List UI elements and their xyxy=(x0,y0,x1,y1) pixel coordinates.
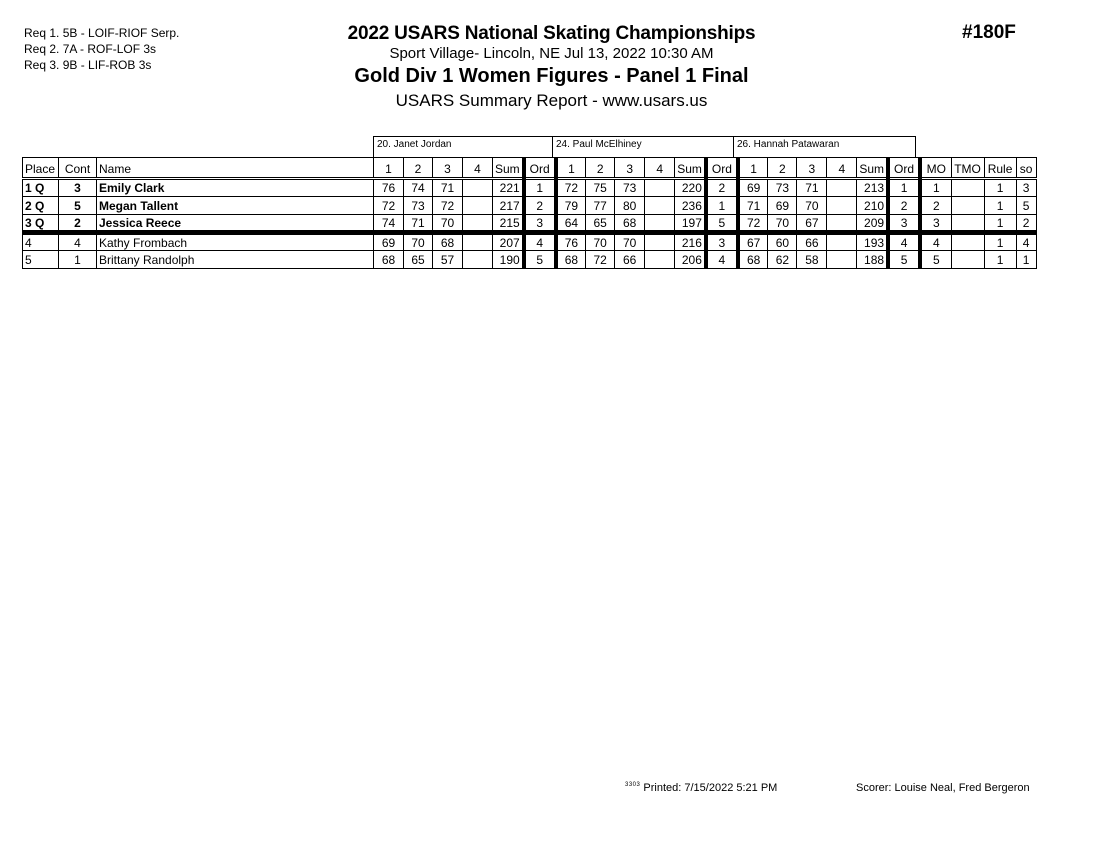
score-cell: 70 xyxy=(615,233,645,251)
rule-cell: 1 xyxy=(984,215,1016,233)
place-cell: 3 Q xyxy=(23,215,59,233)
score-cell: 74 xyxy=(374,215,404,233)
sum-cell: 210 xyxy=(857,197,888,215)
name-cell: Megan Tallent xyxy=(97,197,374,215)
score-cell xyxy=(463,233,493,251)
col-rule: Rule xyxy=(984,158,1016,179)
tmo-cell xyxy=(951,215,984,233)
score-cell xyxy=(827,197,857,215)
name-cell: Jessica Reece xyxy=(97,215,374,233)
score-cell: 60 xyxy=(768,233,797,251)
score-cell: 71 xyxy=(433,179,463,197)
col-place: Place xyxy=(23,158,59,179)
printed-info xyxy=(625,782,777,794)
ord-cell: 1 xyxy=(706,197,738,215)
cont-cell: 3 xyxy=(59,179,97,197)
score-cell xyxy=(463,215,493,233)
table-row xyxy=(23,197,1037,215)
score-cell: 72 xyxy=(556,179,586,197)
col-j2-s3: 3 xyxy=(615,158,645,179)
requirements-list xyxy=(24,25,179,73)
col-j1-s1: 1 xyxy=(374,158,404,179)
score-cell xyxy=(827,233,857,251)
ord-cell: 3 xyxy=(706,233,738,251)
name-cell: Brittany Randolph xyxy=(97,251,374,269)
score-cell: 71 xyxy=(797,179,827,197)
col-j3-s4: 4 xyxy=(827,158,857,179)
results-table xyxy=(22,157,1037,269)
score-cell: 70 xyxy=(404,233,433,251)
rule-cell: 1 xyxy=(984,233,1016,251)
score-cell xyxy=(827,215,857,233)
score-cell: 69 xyxy=(738,179,768,197)
place-cell: 2 Q xyxy=(23,197,59,215)
score-cell: 69 xyxy=(374,233,404,251)
score-cell: 73 xyxy=(404,197,433,215)
event-number: #180F xyxy=(962,22,1016,43)
sum-cell: 221 xyxy=(493,179,524,197)
place-cell: 5 xyxy=(23,251,59,269)
table-row xyxy=(23,179,1037,197)
col-cont: Cont xyxy=(59,158,97,179)
sum-cell: 215 xyxy=(493,215,524,233)
competition-title: 2022 USARS National Skating Championships xyxy=(347,23,756,44)
score-cell: 79 xyxy=(556,197,586,215)
name-cell: Emily Clark xyxy=(97,179,374,197)
score-cell: 70 xyxy=(768,215,797,233)
col-j1-ord: Ord xyxy=(524,158,556,179)
col-j1-s2: 2 xyxy=(404,158,433,179)
sum-cell: 188 xyxy=(857,251,888,269)
score-cell: 76 xyxy=(556,233,586,251)
rule-cell: 1 xyxy=(984,251,1016,269)
score-cell: 74 xyxy=(404,179,433,197)
score-cell: 57 xyxy=(433,251,463,269)
ord-cell: 4 xyxy=(888,233,920,251)
ord-cell: 3 xyxy=(888,215,920,233)
sum-cell: 217 xyxy=(493,197,524,215)
judge-2-header: 24. Paul McElhiney xyxy=(553,136,734,157)
score-cell: 68 xyxy=(433,233,463,251)
score-cell: 68 xyxy=(738,251,768,269)
cont-cell: 1 xyxy=(59,251,97,269)
score-cell xyxy=(827,251,857,269)
score-cell: 72 xyxy=(738,215,768,233)
col-j2-s4: 4 xyxy=(645,158,675,179)
score-cell: 68 xyxy=(556,251,586,269)
mo-cell: 4 xyxy=(920,233,951,251)
score-cell: 80 xyxy=(615,197,645,215)
sum-cell: 197 xyxy=(675,215,706,233)
so-cell: 4 xyxy=(1016,233,1036,251)
sum-cell: 216 xyxy=(675,233,706,251)
score-cell: 65 xyxy=(404,251,433,269)
ord-cell: 2 xyxy=(524,197,556,215)
score-cell: 72 xyxy=(374,197,404,215)
rule-cell: 1 xyxy=(984,197,1016,215)
tmo-cell xyxy=(951,233,984,251)
tmo-cell xyxy=(951,251,984,269)
col-j2-s1: 1 xyxy=(556,158,586,179)
score-cell xyxy=(463,197,493,215)
score-cell xyxy=(463,251,493,269)
score-cell: 64 xyxy=(556,215,586,233)
judge-1-header: 20. Janet Jordan xyxy=(373,136,553,157)
cont-cell: 4 xyxy=(59,233,97,251)
so-cell: 1 xyxy=(1016,251,1036,269)
col-j3-s1: 1 xyxy=(738,158,768,179)
so-cell: 3 xyxy=(1016,179,1036,197)
mo-cell: 3 xyxy=(920,215,951,233)
score-cell: 66 xyxy=(797,233,827,251)
version-code: 3303 xyxy=(625,782,641,788)
sum-cell: 209 xyxy=(857,215,888,233)
tmo-cell xyxy=(951,197,984,215)
col-tmo: TMO xyxy=(951,158,984,179)
ord-cell: 3 xyxy=(524,215,556,233)
mo-cell: 1 xyxy=(920,179,951,197)
col-name: Name xyxy=(97,158,374,179)
col-mo: MO xyxy=(920,158,951,179)
score-cell xyxy=(645,197,675,215)
requirement-2: Req 2. 7A - ROF-LOF 3s xyxy=(24,42,157,56)
score-cell: 71 xyxy=(738,197,768,215)
col-j2-s2: 2 xyxy=(586,158,615,179)
score-cell xyxy=(827,179,857,197)
score-cell: 69 xyxy=(768,197,797,215)
judge-3-header: 26. Hannah Patawaran xyxy=(734,136,916,157)
score-cell: 72 xyxy=(433,197,463,215)
score-cell: 70 xyxy=(433,215,463,233)
judge-headers xyxy=(373,136,916,156)
score-cell xyxy=(645,233,675,251)
ord-cell: 1 xyxy=(888,179,920,197)
sum-cell: 206 xyxy=(675,251,706,269)
score-cell xyxy=(463,179,493,197)
col-j2-sum: Sum xyxy=(675,158,706,179)
table-row xyxy=(23,251,1037,269)
mo-cell: 2 xyxy=(920,197,951,215)
score-cell: 70 xyxy=(586,233,615,251)
score-cell: 77 xyxy=(586,197,615,215)
col-j1-s4: 4 xyxy=(463,158,493,179)
col-j1-sum: Sum xyxy=(493,158,524,179)
score-cell: 66 xyxy=(615,251,645,269)
report-subtitle: USARS Summary Report - www.usars.us xyxy=(395,91,708,110)
ord-cell: 2 xyxy=(888,197,920,215)
score-cell: 75 xyxy=(586,179,615,197)
ord-cell: 4 xyxy=(524,233,556,251)
col-j3-s3: 3 xyxy=(797,158,827,179)
requirement-3: Req 3. 9B - LIF-ROB 3s xyxy=(24,58,152,72)
scorer-info: Scorer: Louise Neal, Fred Bergeron xyxy=(856,782,1030,794)
ord-cell: 1 xyxy=(524,179,556,197)
sum-cell: 207 xyxy=(493,233,524,251)
score-cell: 73 xyxy=(768,179,797,197)
score-cell: 71 xyxy=(404,215,433,233)
score-cell: 67 xyxy=(797,215,827,233)
score-cell: 72 xyxy=(586,251,615,269)
printed-timestamp: Printed: 7/15/2022 5:21 PM xyxy=(643,782,778,794)
score-cell: 76 xyxy=(374,179,404,197)
mo-cell: 5 xyxy=(920,251,951,269)
report-header xyxy=(300,22,803,113)
score-cell: 73 xyxy=(615,179,645,197)
sum-cell: 220 xyxy=(675,179,706,197)
score-cell: 68 xyxy=(615,215,645,233)
score-cell: 70 xyxy=(797,197,827,215)
so-cell: 2 xyxy=(1016,215,1036,233)
ord-cell: 5 xyxy=(706,215,738,233)
ord-cell: 5 xyxy=(524,251,556,269)
tmo-cell xyxy=(951,179,984,197)
event-title: Gold Div 1 Women Figures - Panel 1 Final xyxy=(354,65,749,87)
score-cell: 67 xyxy=(738,233,768,251)
col-j2-ord: Ord xyxy=(706,158,738,179)
header-row xyxy=(23,158,1037,179)
place-cell: 1 Q xyxy=(23,179,59,197)
sum-cell: 193 xyxy=(857,233,888,251)
col-j3-sum: Sum xyxy=(857,158,888,179)
score-cell xyxy=(645,215,675,233)
score-cell: 58 xyxy=(797,251,827,269)
score-cell xyxy=(645,179,675,197)
sum-cell: 190 xyxy=(493,251,524,269)
venue-date: Sport Village- Lincoln, NE Jul 13, 2022 10:30 AM xyxy=(389,45,714,62)
sum-cell: 213 xyxy=(857,179,888,197)
place-cell: 4 xyxy=(23,233,59,251)
table-row xyxy=(23,233,1037,251)
col-so: so xyxy=(1016,158,1036,179)
name-cell: Kathy Frombach xyxy=(97,233,374,251)
requirement-1: Req 1. 5B - LOIF-RIOF Serp. xyxy=(24,26,180,40)
ord-cell: 4 xyxy=(706,251,738,269)
score-cell: 68 xyxy=(374,251,404,269)
col-j3-s2: 2 xyxy=(768,158,797,179)
so-cell: 5 xyxy=(1016,197,1036,215)
score-cell: 65 xyxy=(586,215,615,233)
score-cell xyxy=(645,251,675,269)
col-j3-ord: Ord xyxy=(888,158,920,179)
sum-cell: 236 xyxy=(675,197,706,215)
col-j1-s3: 3 xyxy=(433,158,463,179)
ord-cell: 5 xyxy=(888,251,920,269)
score-cell: 62 xyxy=(768,251,797,269)
ord-cell: 2 xyxy=(706,179,738,197)
cont-cell: 2 xyxy=(59,215,97,233)
cont-cell: 5 xyxy=(59,197,97,215)
rule-cell: 1 xyxy=(984,179,1016,197)
table-row xyxy=(23,215,1037,233)
